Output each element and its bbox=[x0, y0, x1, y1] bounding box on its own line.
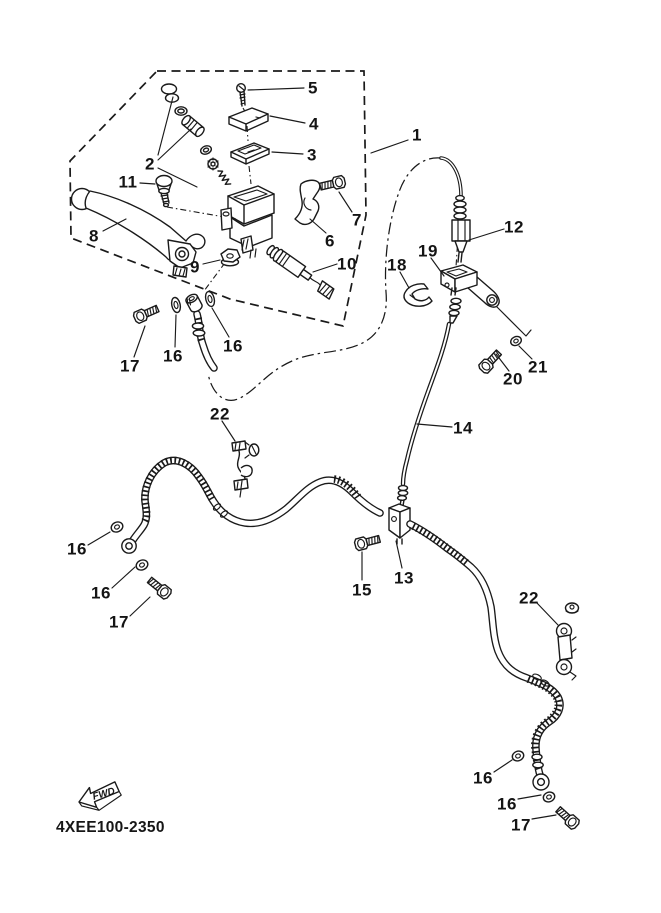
callout-16: 16 bbox=[223, 336, 243, 356]
leader-line bbox=[371, 140, 408, 153]
callout-14: 14 bbox=[453, 418, 473, 438]
leader-line bbox=[496, 354, 509, 371]
callout-16: 16 bbox=[473, 768, 493, 788]
callout-18: 18 bbox=[387, 255, 407, 275]
callout-1: 1 bbox=[412, 125, 422, 145]
leader-line bbox=[272, 152, 303, 154]
union-bolt bbox=[132, 303, 160, 324]
leader-line bbox=[175, 315, 176, 347]
sealing-washer bbox=[110, 520, 125, 534]
diagram-code: 4XEE100-2350 bbox=[56, 819, 165, 836]
sealing-washer bbox=[170, 297, 181, 314]
leader-line bbox=[469, 229, 504, 240]
callout-17: 17 bbox=[120, 356, 140, 376]
brake-switch-drawing bbox=[265, 243, 337, 299]
callout-11: 11 bbox=[118, 172, 138, 192]
handlebar-clamp-drawing bbox=[295, 180, 320, 224]
callout-15: 15 bbox=[352, 580, 372, 600]
callout-21: 21 bbox=[528, 357, 548, 377]
callout-16: 16 bbox=[67, 539, 87, 559]
leader-line bbox=[212, 308, 229, 337]
leader-line bbox=[222, 421, 235, 441]
callout-13: 13 bbox=[394, 568, 414, 588]
callout-22: 22 bbox=[519, 588, 539, 608]
leader-line bbox=[310, 219, 326, 233]
leader-line bbox=[532, 815, 556, 819]
brake-pipe-drawing bbox=[398, 288, 461, 506]
fwd-arrow bbox=[76, 780, 124, 815]
cap-screw-drawing bbox=[237, 84, 246, 106]
leader-line bbox=[536, 602, 558, 625]
callout-16: 16 bbox=[163, 346, 183, 366]
union-bolt bbox=[554, 805, 581, 831]
leader-line bbox=[158, 97, 173, 155]
leader-line bbox=[494, 760, 512, 772]
cable-loop-drawing bbox=[441, 158, 461, 196]
right-hose-drawing bbox=[410, 524, 581, 830]
hose-bracket-lower-drawing bbox=[557, 603, 579, 680]
cable-adjuster-drawing bbox=[452, 196, 470, 262]
leader-line bbox=[417, 424, 452, 427]
callout-2: 2 bbox=[145, 154, 155, 174]
fwd-arrow-label: FWD bbox=[91, 785, 117, 803]
leader-line bbox=[112, 567, 135, 588]
leader-line bbox=[88, 532, 110, 545]
leader-line bbox=[339, 192, 352, 212]
callout-19: 19 bbox=[418, 241, 438, 261]
hose-bracket-drawing bbox=[232, 441, 259, 497]
reservoir-cap-drawing bbox=[229, 108, 268, 131]
callout-20: 20 bbox=[503, 369, 523, 389]
callout-10: 10 bbox=[337, 254, 357, 274]
leader-line bbox=[396, 541, 402, 568]
callout-3: 3 bbox=[307, 145, 317, 165]
master-cylinder-body-drawing bbox=[221, 186, 274, 258]
leader-line bbox=[518, 795, 541, 799]
leader-line bbox=[203, 260, 220, 264]
callout-16: 16 bbox=[497, 794, 517, 814]
leader-line bbox=[270, 116, 305, 123]
leader-line bbox=[140, 183, 155, 184]
diaphragm-plate-drawing bbox=[231, 143, 269, 164]
leader-line bbox=[130, 597, 150, 616]
callout-9: 9 bbox=[190, 257, 200, 277]
callout-6: 6 bbox=[325, 231, 335, 251]
leader-lines bbox=[88, 88, 558, 819]
callout-17: 17 bbox=[109, 612, 129, 632]
callout-7: 7 bbox=[352, 210, 362, 230]
lever-pivot-bolt-drawing bbox=[156, 176, 172, 207]
leader-line bbox=[431, 258, 444, 276]
callout-4: 4 bbox=[309, 114, 319, 134]
mount-nut-drawing bbox=[221, 249, 240, 266]
leader-line bbox=[134, 326, 145, 357]
callout-17: 17 bbox=[511, 815, 531, 835]
callout-5: 5 bbox=[308, 78, 318, 98]
cable-bracket-drawing bbox=[441, 265, 499, 307]
leader-line bbox=[248, 88, 304, 90]
callout-16: 16 bbox=[91, 583, 111, 603]
clamp-screw-drawing bbox=[319, 175, 346, 192]
callout-8: 8 bbox=[89, 226, 99, 246]
sealing-washer bbox=[542, 791, 556, 804]
sealing-washer bbox=[135, 558, 150, 572]
sealing-washer bbox=[511, 750, 525, 763]
callout-12: 12 bbox=[504, 217, 524, 237]
callout-22: 22 bbox=[210, 404, 230, 424]
leader-line bbox=[313, 264, 337, 272]
